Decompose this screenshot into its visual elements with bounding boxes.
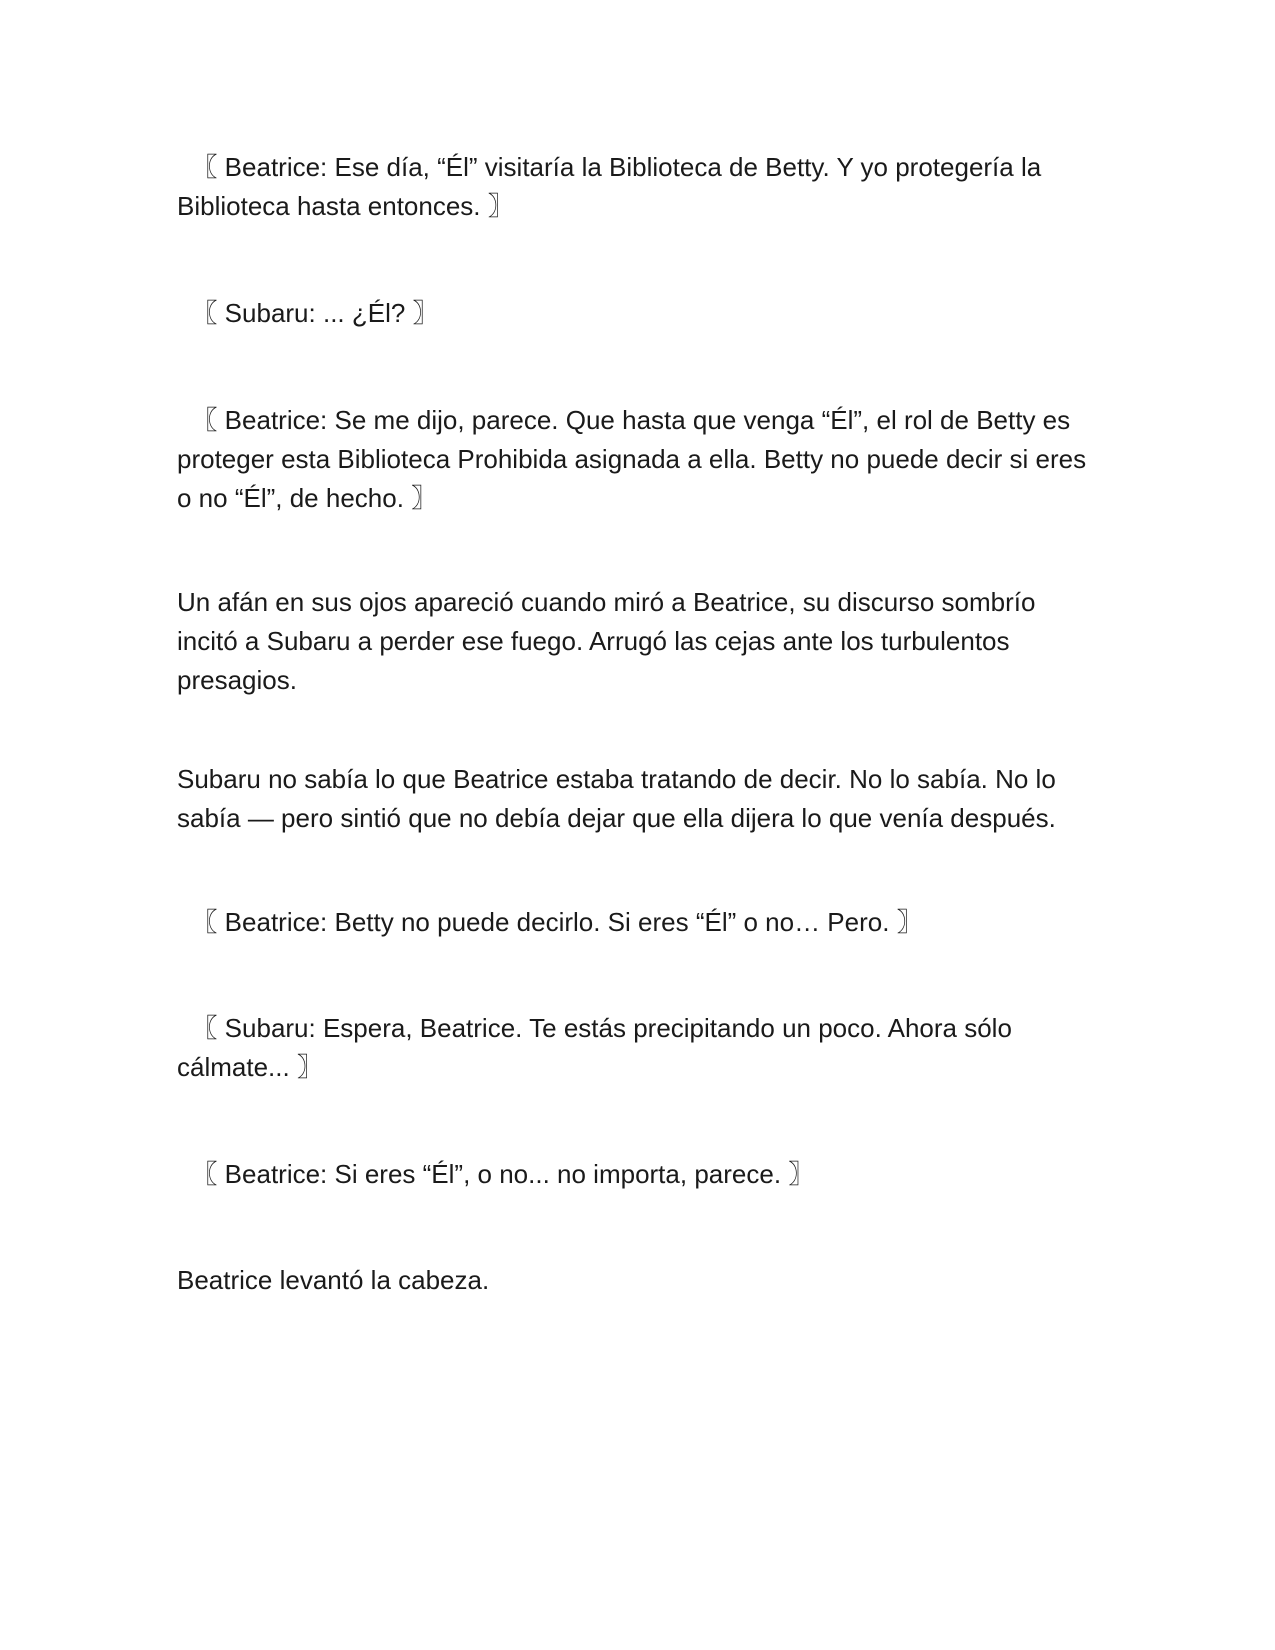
paragraph-6: 〖 Beatrice: Betty no puede decirlo. Si eres “Él” o no… Pero. 〗 [177, 907, 923, 937]
paragraph-3: 〖 Beatrice: Se me dijo, parece. Que hasta que venga “Él”, el rol de Betty es proteger esta Biblioteca Prohibida asignada a ella. Betty no puede decir si eres o no “Él”, de hecho. 〗 [177, 405, 1094, 513]
paragraph-1: 〖 Beatrice: Ese día, “Él” visitaría la Biblioteca de Betty. Y yo protegería la Biblioteca hasta entonces. 〗 [177, 152, 1049, 221]
paragraph-9: Beatrice levantó la cabeza. [177, 1265, 490, 1295]
paragraph-2: 〖 Subaru: ... ¿Él? 〗 [177, 298, 439, 328]
paragraph-4: Un afán en sus ojos apareció cuando miró a Beatrice, su discurso sombrío incitó a Subaru a perder ese fuego. Arrugó las cejas ante los turbulentos presagios. [177, 587, 1043, 695]
paragraph-8: 〖 Beatrice: Si eres “Él”, o no... no importa, parece. 〗 [177, 1159, 815, 1189]
paragraph-7: 〖 Subaru: Espera, Beatrice. Te estás precipitando un poco. Ahora sólo cálmate... 〗 [177, 1013, 1020, 1082]
paragraph-5: Subaru no sabía lo que Beatrice estaba tratando de decir. No lo sabía. No lo sabía — pero sintió que no debía dejar que ella dijera lo que venía después. [177, 764, 1064, 833]
